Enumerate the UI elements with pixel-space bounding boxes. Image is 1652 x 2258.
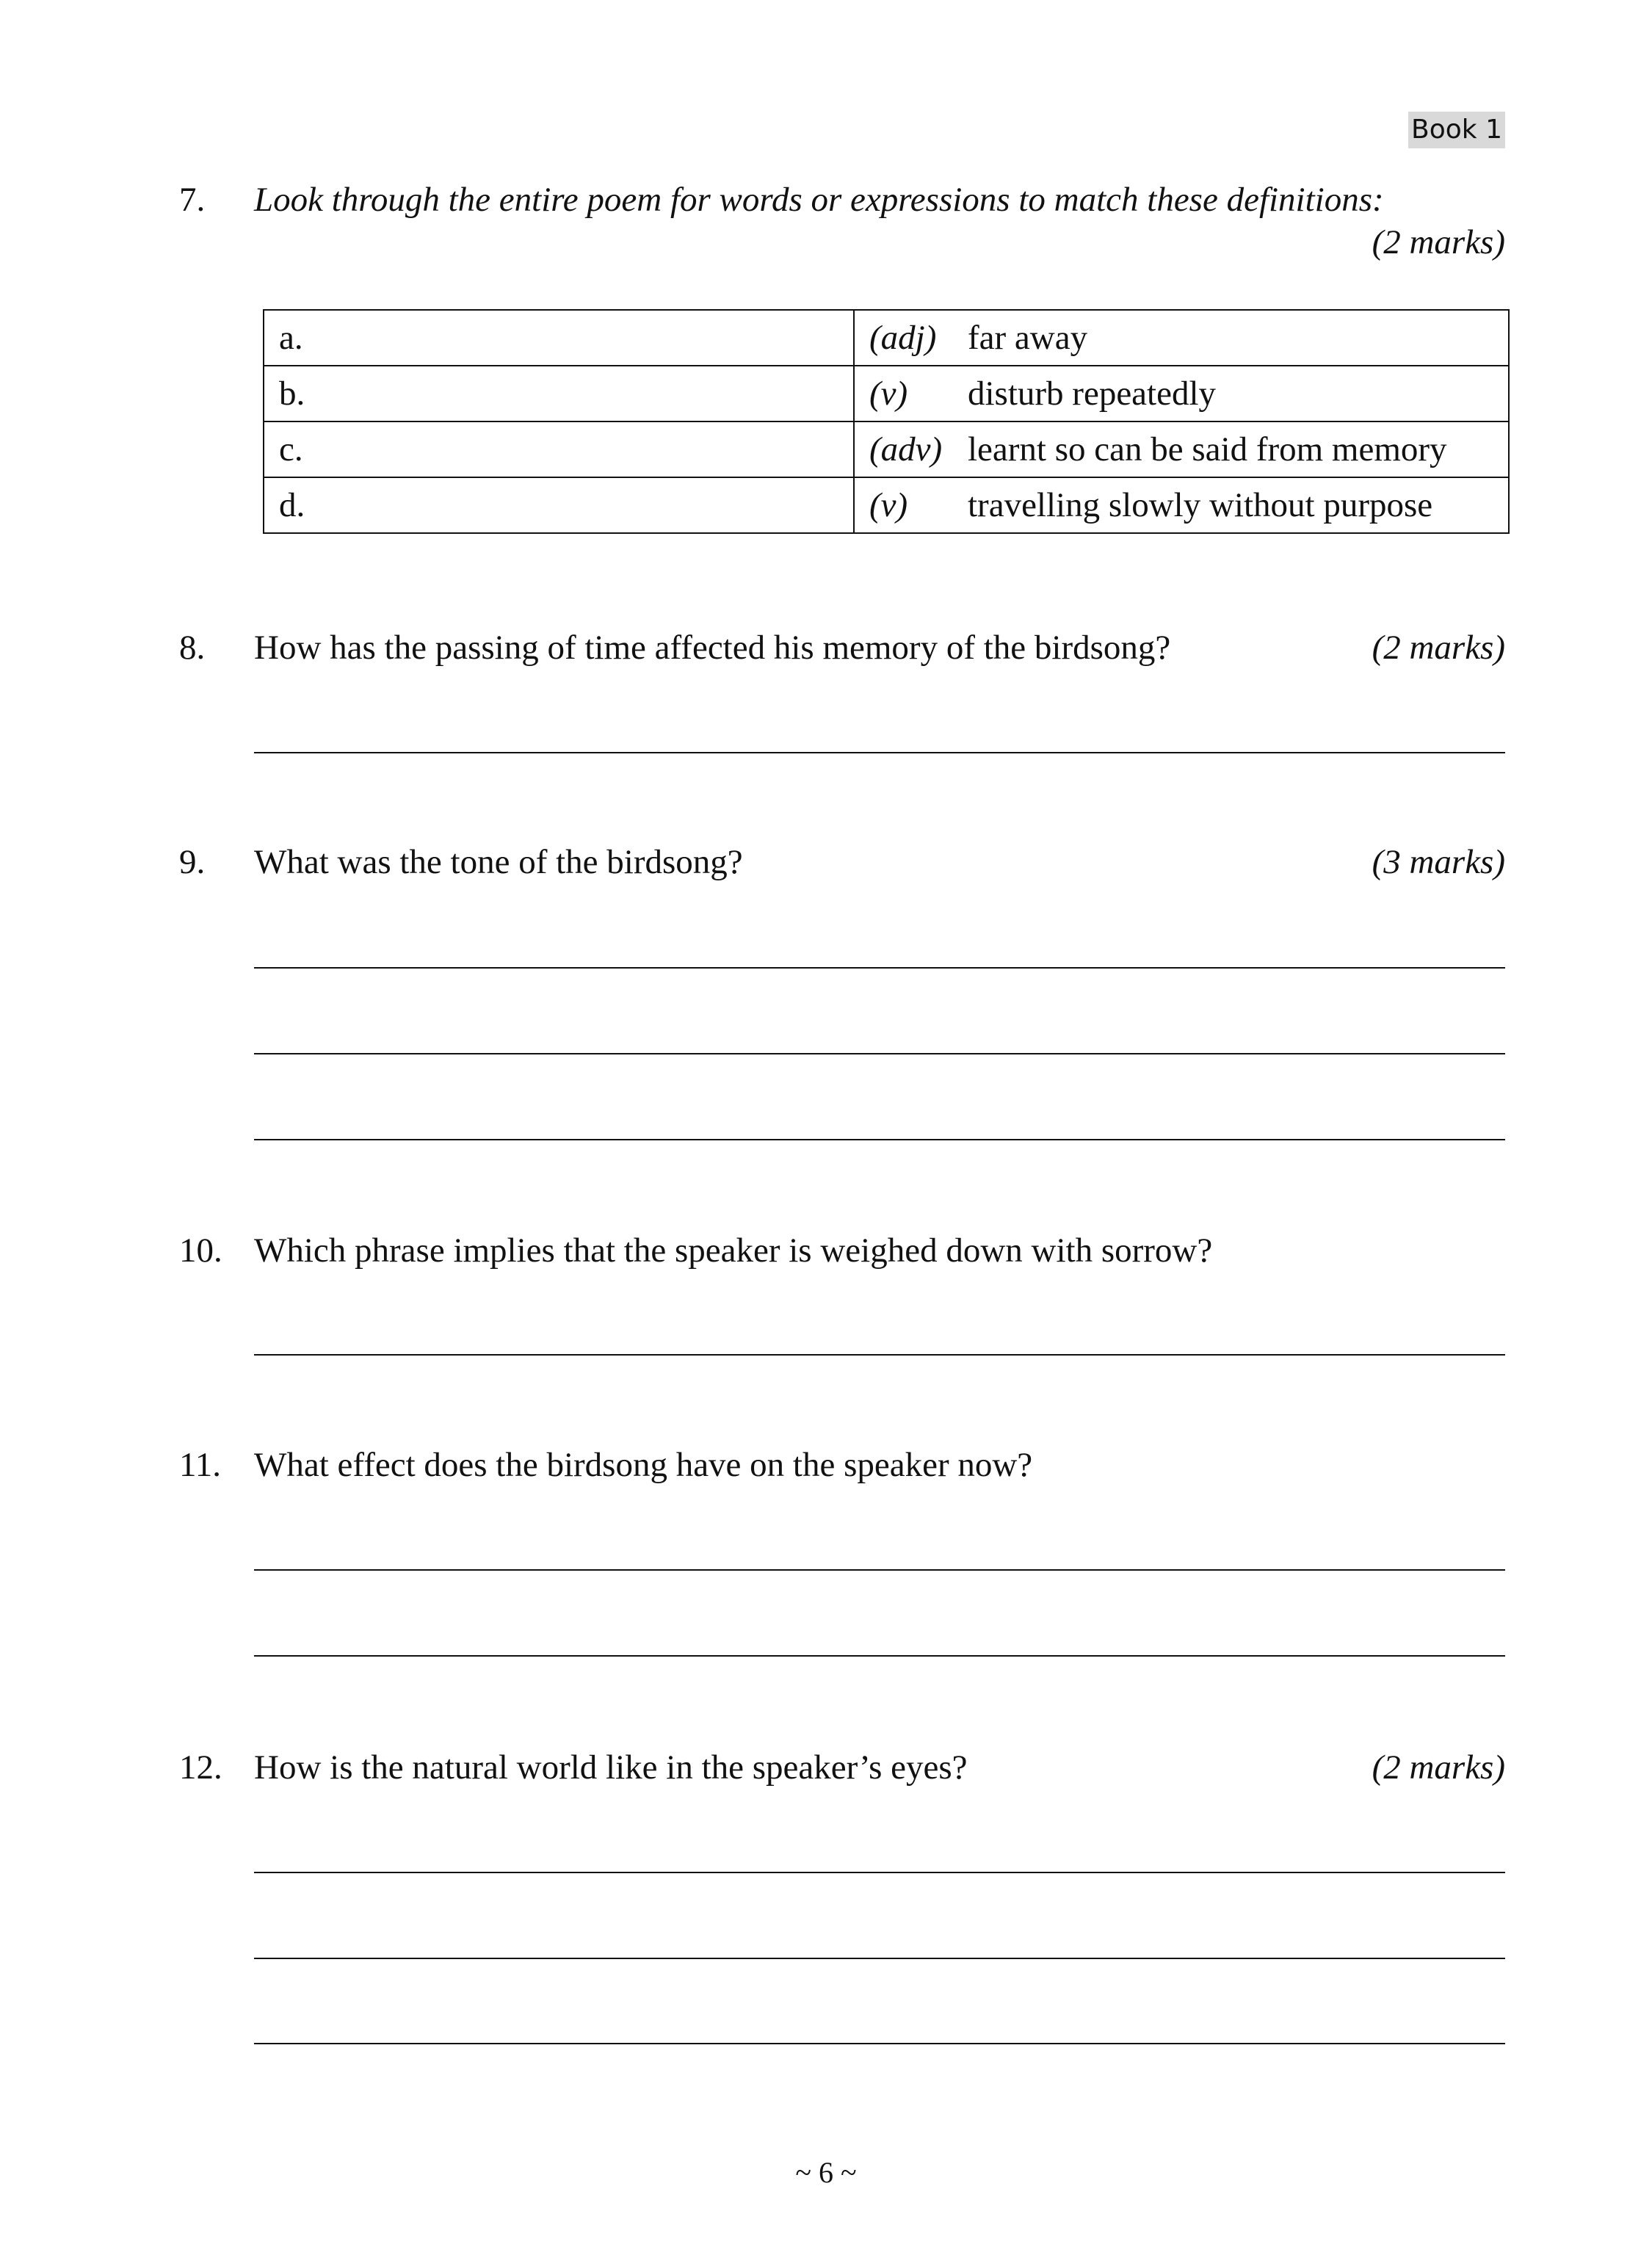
table-row: [264, 477, 1509, 533]
part-of-speech: (adv): [869, 430, 943, 468]
row-label: b.: [279, 374, 305, 413]
part-of-speech: (v): [869, 486, 908, 524]
question-11-text: What effect does the birdsong have on the speaker now?: [254, 1446, 1033, 1484]
question-10-number: 10.: [179, 1231, 222, 1270]
question-12-text: How is the natural world like in the speaker’s eyes?: [254, 1748, 968, 1787]
question-9-text: What was the tone of the birdsong?: [254, 843, 743, 881]
definition: travelling slowly without purpose: [968, 486, 1433, 524]
table-row: [264, 421, 1509, 477]
definitions-table: [263, 309, 1510, 534]
question-11-number: 11.: [179, 1446, 222, 1484]
answer-line[interactable]: [254, 967, 1505, 969]
question-8-text: How has the passing of time affected his memory of the birdsong?: [254, 629, 1171, 667]
answer-line[interactable]: [254, 1354, 1505, 1356]
table-row: [264, 366, 1509, 421]
row-label: d.: [279, 486, 305, 524]
book-label: Book 1: [1408, 112, 1505, 148]
definition-cell: [854, 310, 1509, 366]
answer-line[interactable]: [254, 752, 1505, 753]
answer-line[interactable]: [254, 1655, 1505, 1657]
part-of-speech: (v): [869, 374, 908, 413]
answer-cell[interactable]: [264, 477, 854, 533]
definition-cell: [854, 421, 1509, 477]
definition: disturb repeatedly: [968, 374, 1217, 413]
table-row: [264, 310, 1509, 366]
answer-line[interactable]: [254, 1053, 1505, 1054]
answer-line[interactable]: [254, 1569, 1505, 1571]
question-9-number: 9.: [179, 843, 206, 881]
definition: learnt so can be said from memory: [968, 430, 1447, 468]
question-9-marks: (3 marks): [1372, 843, 1505, 881]
question-7-marks: (2 marks): [1372, 223, 1505, 261]
page-number: ~ 6 ~: [795, 2156, 857, 2189]
row-label: a.: [279, 319, 303, 357]
answer-line[interactable]: [254, 1958, 1505, 1959]
question-8-number: 8.: [179, 629, 206, 667]
answer-cell[interactable]: [264, 310, 854, 366]
answer-line[interactable]: [254, 1139, 1505, 1140]
definition-cell: [854, 366, 1509, 421]
answer-line[interactable]: [254, 1872, 1505, 1873]
question-7-text: Look through the entire poem for words or expressions to match these definitions:: [254, 181, 1384, 219]
definition-cell: [854, 477, 1509, 533]
answer-line[interactable]: [254, 2043, 1505, 2044]
question-10-text: Which phrase implies that the speaker is weighed down with sorrow?: [254, 1231, 1213, 1270]
answer-cell[interactable]: [264, 366, 854, 421]
part-of-speech: (adj): [869, 319, 937, 357]
definition: far away: [968, 319, 1088, 357]
question-12-marks: (2 marks): [1372, 1748, 1505, 1787]
question-7-number: 7.: [179, 181, 206, 219]
row-label: c.: [279, 430, 303, 468]
answer-cell[interactable]: [264, 421, 854, 477]
question-8-marks: (2 marks): [1372, 629, 1505, 667]
question-12-number: 12.: [179, 1748, 222, 1787]
